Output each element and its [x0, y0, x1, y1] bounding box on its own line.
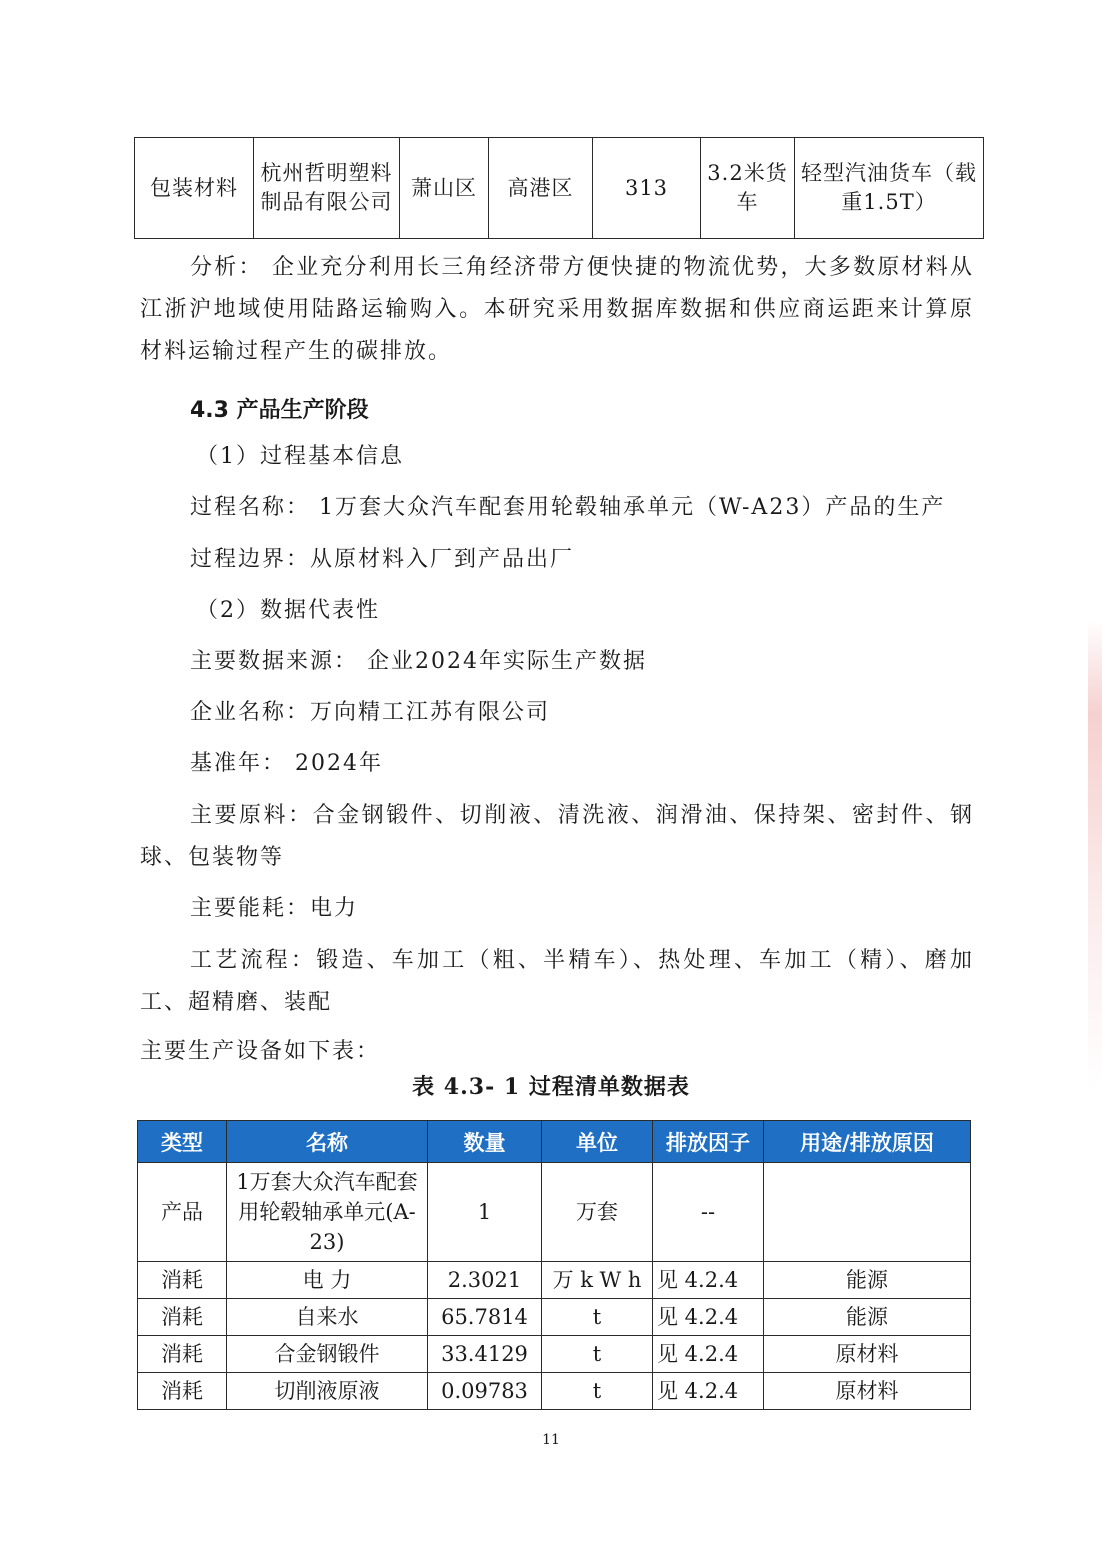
table-row	[138, 1163, 971, 1262]
table-cell: 0.09783	[428, 1373, 542, 1410]
table-header-row	[138, 1121, 971, 1163]
process-name: 过程名称： 1万套大众汽车配套用轮毂轴承单元（W-A23）产品的生产	[190, 495, 946, 520]
supplier-table	[134, 137, 984, 239]
process-boundary: 过程边界：从原材料入厂到产品出厂	[190, 547, 575, 572]
table-cell: 萧山区	[400, 138, 489, 239]
representativeness-title: （2）数据代表性	[196, 598, 380, 623]
table-cell: 见 4.2.4	[653, 1262, 764, 1299]
seal-stamp-edge	[1088, 620, 1102, 1090]
table-cell: 2.3021	[428, 1262, 542, 1299]
energy-line: 主要能耗：电力	[190, 896, 359, 921]
table-cell: 3.2米货车	[701, 138, 795, 239]
table-cell: 原材料	[764, 1336, 971, 1373]
table-cell: 轻型汽油货车（载重1.5T）	[795, 138, 984, 239]
table-row	[138, 1299, 971, 1336]
table-cell: 见 4.2.4	[653, 1336, 764, 1373]
table-cell: 万套	[542, 1163, 653, 1262]
table-cell: 包装材料	[135, 138, 254, 239]
table-cell: 高港区	[489, 138, 593, 239]
table-cell: 313	[593, 138, 701, 239]
inventory-table	[137, 1120, 971, 1410]
table-cell: 产品	[138, 1163, 227, 1262]
table-cell: 1	[428, 1163, 542, 1262]
table-cell: 电 力	[227, 1262, 428, 1299]
page-number: 11	[542, 1432, 560, 1448]
table-cell: 消耗	[138, 1373, 227, 1410]
column-header: 排放因子	[653, 1121, 764, 1163]
section-heading: 4.3 产品生产阶段	[190, 398, 369, 423]
analysis-paragraph: 分析： 企业充分利用长三角经济带方便快捷的物流优势，大多数原材料从江浙沪地域使用陆路运输购入。本研究采用数据库数据和供应商运距来计算原材料运输过程产生的碳排放。	[140, 255, 974, 364]
column-header: 类型	[138, 1121, 227, 1163]
table-cell: t	[542, 1336, 653, 1373]
table-cell: 65.7814	[428, 1299, 542, 1336]
company-name: 企业名称：万向精工江苏有限公司	[190, 700, 551, 725]
table-cell: 能源	[764, 1299, 971, 1336]
table-caption: 表 4.3- 1 过程清单数据表	[412, 1074, 690, 1100]
table-cell: 见 4.2.4	[653, 1299, 764, 1336]
column-header: 单位	[542, 1121, 653, 1163]
table-cell: 杭州哲明塑料制品有限公司	[254, 138, 400, 239]
table-cell	[764, 1163, 971, 1262]
process-flow-paragraph: 工艺流程：锻造、车加工（粗、半精车）、热处理、车加工（精）、磨加工、超精磨、装配	[140, 948, 974, 1015]
basic-info-title: （1）过程基本信息	[196, 444, 404, 469]
table-cell: t	[542, 1299, 653, 1336]
table-row	[138, 1373, 971, 1410]
table-cell: 万 k W h	[542, 1262, 653, 1299]
table-cell: 见 4.2.4	[653, 1373, 764, 1410]
equipment-intro: 主要生产设备如下表：	[140, 1039, 381, 1064]
raw-materials-paragraph: 主要原料：合金钢锻件、切削液、清洗液、润滑油、保持架、密封件、钢球、包装物等	[140, 803, 974, 870]
table-row	[135, 138, 984, 239]
table-cell: 消耗	[138, 1299, 227, 1336]
table-cell: 能源	[764, 1262, 971, 1299]
column-header: 用途/排放原因	[764, 1121, 971, 1163]
table-row	[138, 1336, 971, 1373]
table-cell: 原材料	[764, 1373, 971, 1410]
table-cell: 自来水	[227, 1299, 428, 1336]
table-cell: 33.4129	[428, 1336, 542, 1373]
table-cell: 合金钢锻件	[227, 1336, 428, 1373]
column-header: 名称	[227, 1121, 428, 1163]
column-header: 数量	[428, 1121, 542, 1163]
table-row	[138, 1262, 971, 1299]
table-cell: t	[542, 1373, 653, 1410]
data-source: 主要数据来源： 企业2024年实际生产数据	[190, 649, 647, 674]
table-cell: 切削液原液	[227, 1373, 428, 1410]
table-cell: 消耗	[138, 1262, 227, 1299]
table-cell: 消耗	[138, 1336, 227, 1373]
table-cell: 1万套大众汽车配套用轮毂轴承单元(A-23)	[227, 1163, 428, 1262]
base-year: 基准年： 2024年	[190, 751, 383, 776]
table-cell: --	[653, 1163, 764, 1262]
